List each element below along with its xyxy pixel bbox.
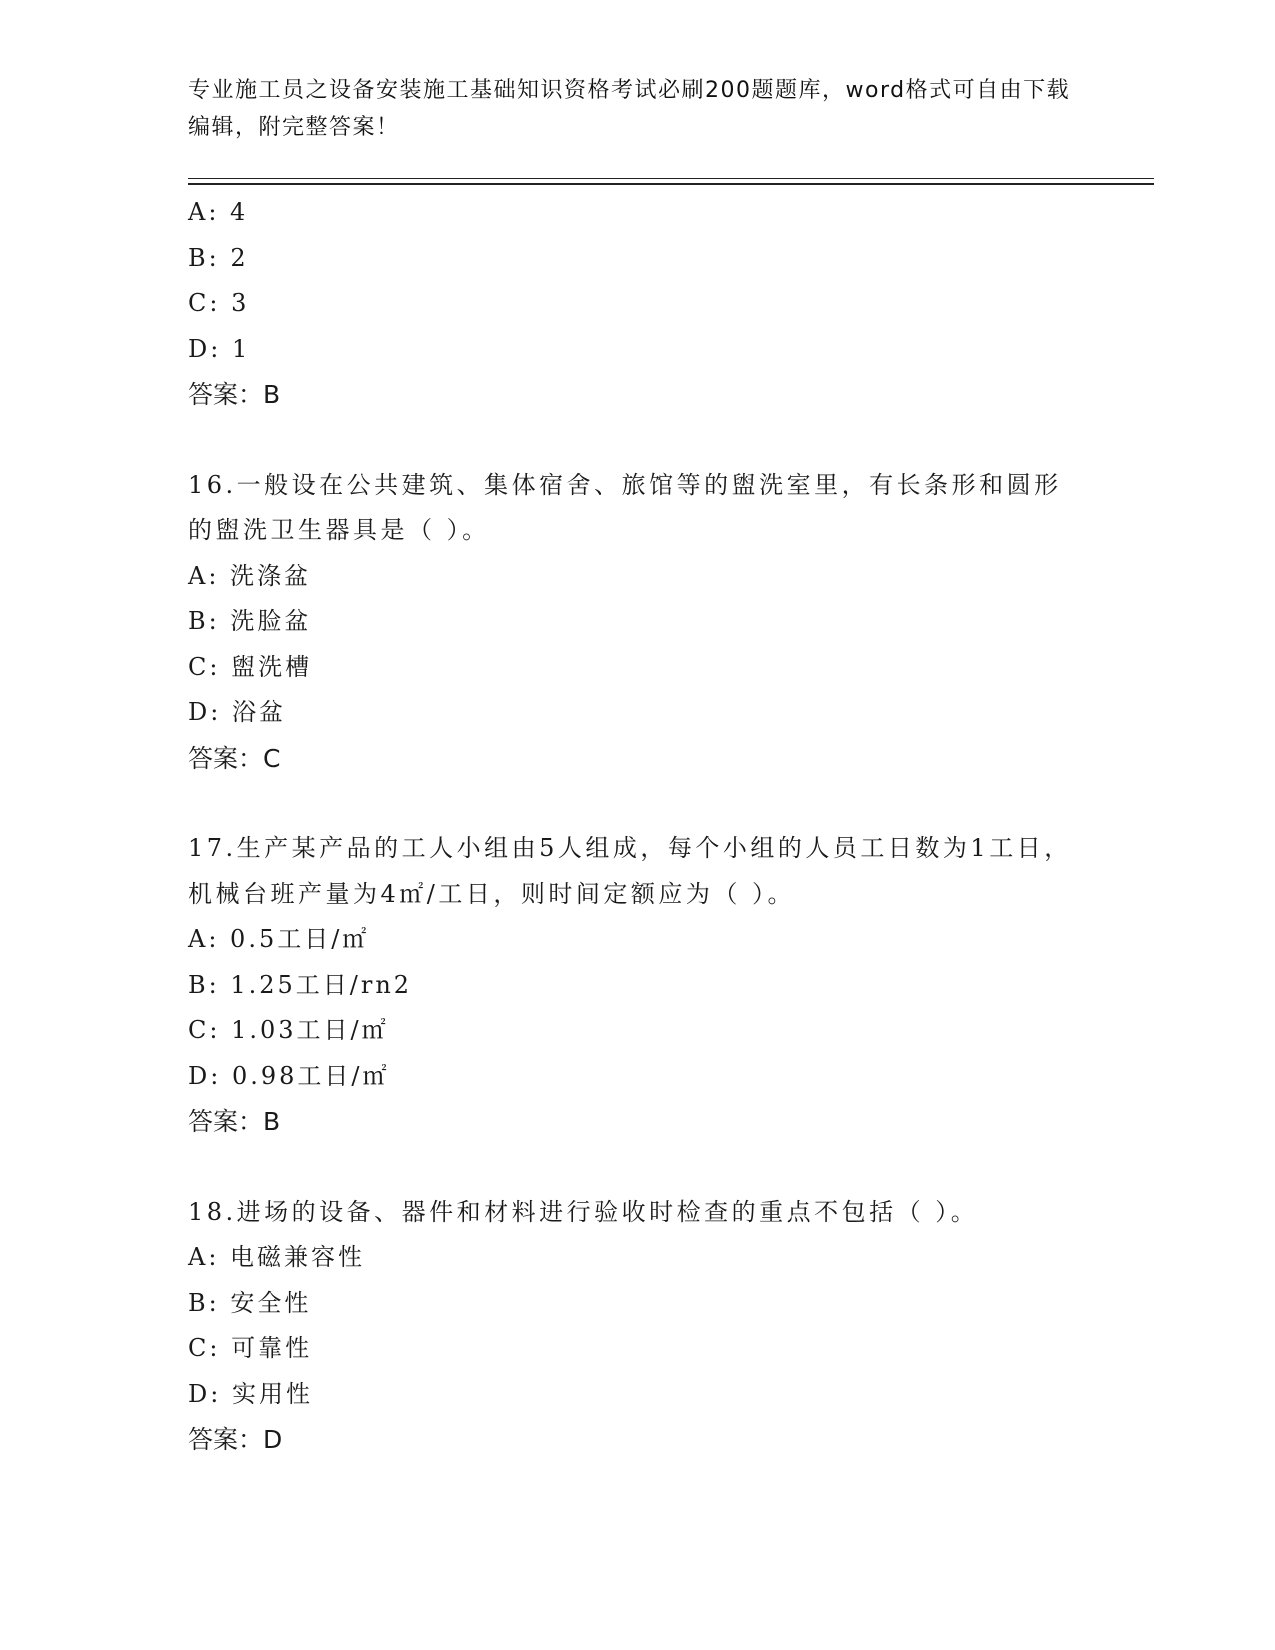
answer-line: 答案：B xyxy=(188,380,281,409)
answer-line: 答案：C xyxy=(188,743,281,773)
question-block-18 xyxy=(188,1190,1088,1463)
document-intro: 专业施工员之设备安装施工基础知识资格考试必刷200题题库，word格式可自由下载编辑，附完整答案！ xyxy=(188,78,1071,140)
question-block-16 xyxy=(188,463,1088,782)
option-d: D: 浴盆 xyxy=(188,698,286,726)
option-b: B: 安全性 xyxy=(188,1288,312,1317)
option-c: C: 可靠性 xyxy=(188,1334,313,1362)
answer-line: 答案：D xyxy=(188,1425,283,1454)
option-c: C: 盥洗槽 xyxy=(188,652,313,681)
header-divider-top xyxy=(188,178,1154,179)
answer-line: 答案：B xyxy=(188,1107,281,1136)
option-d: D: 1 xyxy=(188,334,251,363)
option-b: B: 2 xyxy=(188,243,249,272)
option-d: D: 0.98工日/㎡ xyxy=(188,1061,390,1090)
option-c: C: 3 xyxy=(188,289,250,317)
header-divider-bottom xyxy=(188,183,1154,185)
option-b: B: 洗脸盆 xyxy=(188,607,312,635)
question-block-previous xyxy=(188,190,1088,418)
question-block-17 xyxy=(188,826,1088,1145)
option-b: B: 1.25工日/rn2 xyxy=(188,970,413,999)
option-a: A: 洗涤盆 xyxy=(188,561,312,590)
option-a: A: 0.5工日/㎡ xyxy=(188,925,370,953)
question-list xyxy=(188,190,1088,1463)
question-stem: 17.生产某产品的工人小组由5人组成，每个小组的人员工日数为1工日，机械台班产量为4㎡/工日，则时间定额应为（ ）。 xyxy=(188,834,1072,908)
option-c: C: 1.03工日/㎡ xyxy=(188,1016,389,1044)
option-a: A: 4 xyxy=(188,198,249,226)
question-stem: 18.进场的设备、器件和材料进行验收时检查的重点不包括（ ）。 xyxy=(188,1197,979,1226)
option-d: D: 实用性 xyxy=(188,1379,313,1408)
question-stem: 16.一般设在公共建筑、集体宿舍、旅馆等的盥洗室里，有长条形和圆形的盥洗卫生器具是（ ）。 xyxy=(188,470,1062,544)
option-a: A: 电磁兼容性 xyxy=(188,1243,366,1271)
